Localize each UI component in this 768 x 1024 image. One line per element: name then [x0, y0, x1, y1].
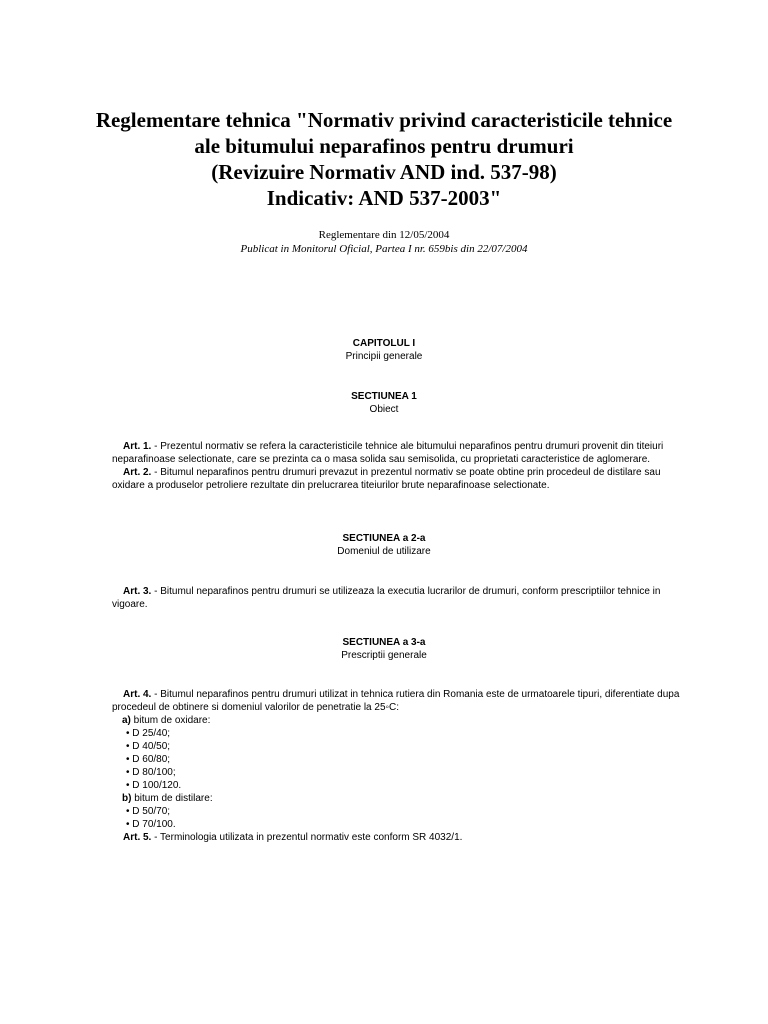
- article-2: [112, 466, 692, 492]
- list-item: • D 80/100;: [126, 767, 176, 778]
- article-4: [112, 688, 692, 714]
- list-item: • D 60/80;: [126, 754, 171, 765]
- section-1-body: [112, 440, 692, 492]
- title-line: ale bitumului neparafinos pentru drumuri: [194, 134, 574, 158]
- chapter-heading: [0, 337, 768, 363]
- article-3: [112, 585, 692, 611]
- list-item: • D 40/50;: [126, 741, 171, 752]
- document-meta: [40, 228, 728, 256]
- document-title: [40, 107, 728, 211]
- article-label: Art. 1.: [123, 441, 152, 452]
- section-name: Prescriptii generale: [341, 650, 427, 661]
- section-name: Obiect: [369, 404, 399, 415]
- article-text: - Terminologia utilizata in prezentul normativ este conform SR 4032/1.: [151, 832, 463, 843]
- article-label: Art. 2.: [123, 467, 152, 478]
- list-b-heading: [112, 792, 692, 805]
- list-item: • D 25/40;: [126, 728, 171, 739]
- section-label: SECTIUNEA a 3-a: [342, 637, 426, 648]
- article-text: - Bitumul neparafinos pentru drumuri se utilizeaza la executia lucrarilor de drumuri, conform prescriptiilor tehnice in vigoare.: [112, 586, 661, 610]
- section-name: Domeniul de utilizare: [337, 546, 431, 557]
- title-line: Reglementare tehnica "Normativ privind caracteristicile tehnice: [95, 108, 673, 132]
- list-label: b): [122, 793, 132, 804]
- section-3-body: [112, 688, 692, 844]
- chapter-name: Principii generale: [345, 351, 423, 362]
- article-text: - Prezentul normativ se refera la caracteristicile tehnice ale bitumului neparafinos pentru drumuri provenit din titeiuri neparafinoase selectionate, care se prezinta ca o masa solida sau semisolida, cu proprietati caracteristice de aglomerare.: [112, 441, 664, 465]
- article-text: - Bitumul neparafinos pentru drumuri utilizat in tehnica rutiera din Romania este de urmatoarele tipuri, diferentiate dupa procedeul de obtinere si domeniul valorilor de penetratie la 25◦C:: [112, 689, 680, 713]
- list-item: • D 50/70;: [126, 806, 171, 817]
- section-2-heading: [0, 532, 768, 558]
- article-5: [112, 831, 692, 844]
- section-1-heading: [0, 390, 768, 416]
- section-label: SECTIUNEA a 2-a: [342, 533, 426, 544]
- chapter-label: CAPITOLUL I: [352, 338, 416, 349]
- regulation-date: Reglementare din 12/05/2004: [318, 229, 450, 241]
- list-item: • D 70/100.: [126, 819, 176, 830]
- list-label: a): [122, 715, 131, 726]
- publication-info: Publicat in Monitorul Oficial, Partea I nr. 659bis din 22/07/2004: [240, 243, 528, 255]
- article-text: - Bitumul neparafinos pentru drumuri prevazut in prezentul normativ se poate obtine prin procedeul de distilare sau oxidare a produselor petroliere rezultate din prelucrarea titeiurilor brute neparafinoase selectionate.: [112, 467, 661, 491]
- title-line: Indicativ: AND 537-2003": [266, 186, 502, 210]
- list-label-text: bitum de oxidare:: [130, 715, 211, 726]
- list-label-text: bitum de distilare:: [131, 793, 213, 804]
- title-line: (Revizuire Normativ AND ind. 537-98): [211, 160, 557, 184]
- article-label: Art. 4.: [123, 689, 152, 700]
- article-label: Art. 3.: [123, 586, 152, 597]
- section-3-heading: [0, 636, 768, 662]
- article-label: Art. 5.: [123, 832, 152, 843]
- list-item: • D 100/120.: [126, 780, 182, 791]
- section-label: SECTIUNEA 1: [351, 391, 417, 402]
- section-2-body: [112, 585, 692, 611]
- article-1: [112, 440, 692, 466]
- list-a-heading: [112, 714, 692, 727]
